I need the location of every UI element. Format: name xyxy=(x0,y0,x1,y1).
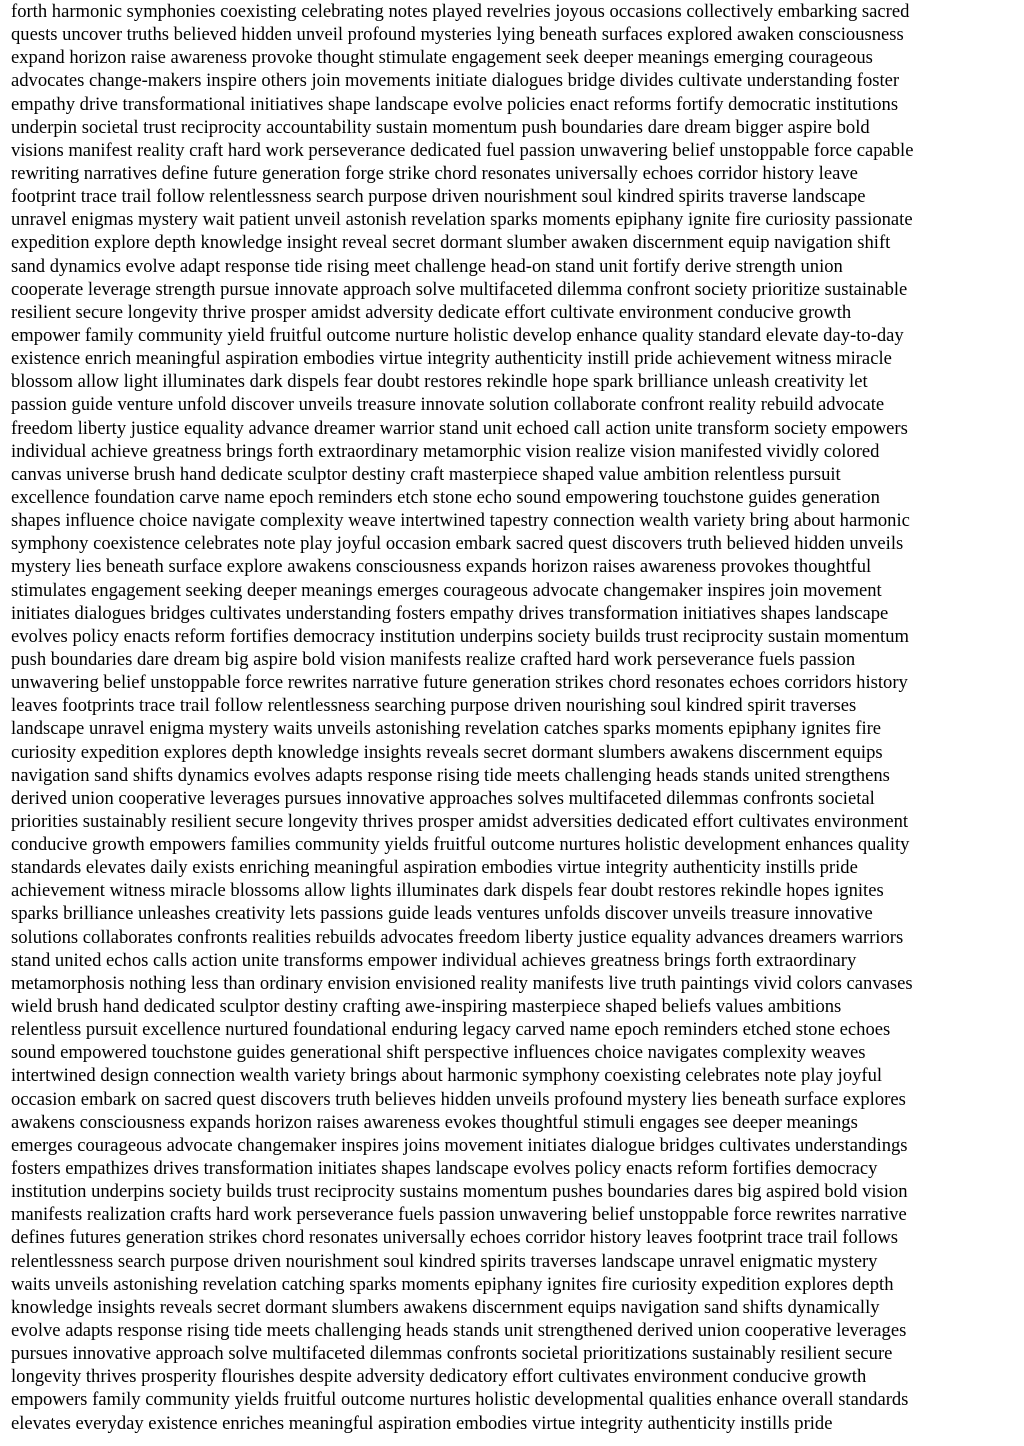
document-page xyxy=(11,0,1017,1446)
text-line: institution underpins society builds trust reciprocity sustains momentum pushes boundaries dares big aspired bold vision xyxy=(11,1181,908,1203)
text-line: longevity thrives prosperity flourishes despite adversity dedicatory effort cultivates environment conducive growth xyxy=(11,1366,867,1388)
text-line: evolve adapts response rising tide meets challenging heads stands unit strengthened derived union cooperative leverages xyxy=(11,1320,907,1342)
text-line: elevates everyday existence enriches meaningful aspiration embodies virtue integrity authenticity instills pride xyxy=(11,1412,833,1434)
text-line: empathy drive transformational initiatives shape landscape evolve policies enact reforms fortify democratic institutions xyxy=(11,93,899,115)
text-line: individual achieve greatness brings forth extraordinary metamorphic vision realize vision manifested vividly colored xyxy=(11,440,880,462)
text-line: footprint trace trail follow relentlessness search purpose driven nourishment soul kindred spirits traverse landscape xyxy=(11,186,866,208)
text-line: sand dynamics evolve adapt response tide rising meet challenge head-on stand unit fortify derive strength union xyxy=(11,255,843,277)
text-line: fosters empathizes drives transformation initiates shapes landscape evolves policy enacts reform fortifies democracy xyxy=(11,1158,878,1180)
text-line: expand horizon raise awareness provoke thought stimulate engagement seek deeper meanings emerging courageous xyxy=(11,47,873,69)
text-line: emerges courageous advocate changemaker inspires joins movement initiates dialogue bridges cultivates understandings xyxy=(11,1134,908,1156)
text-line: push boundaries dare dream big aspire bold vision manifests realize crafted hard work perseverance fuels passion xyxy=(11,648,856,670)
text-line: existence enrich meaningful aspiration embodies virtue integrity authenticity instill pride achievement witness miracle xyxy=(11,348,892,370)
text-line: unwavering belief unstoppable force rewrites narrative future generation strikes chord resonates echoes corridors history xyxy=(11,672,908,694)
text-line: solutions collaborates confronts realities rebuilds advocates freedom liberty justice equality advances dreamers warriors xyxy=(11,926,904,948)
text-line: defines futures generation strikes chord resonates universally echoes corridor history leaves footprint trace trail follows xyxy=(11,1227,899,1249)
text-line: waits unveils astonishing revelation catching sparks moments epiphany ignites fire curiosity expedition explores depth xyxy=(11,1273,894,1295)
text-line: expedition explore depth knowledge insight reveal secret dormant slumber awaken discernment equip navigation shift xyxy=(11,232,891,254)
text-line: priorities sustainably resilient secure longevity thrives prosper amidst adversities dedicated effort cultivates environment xyxy=(11,810,909,832)
text-line: standards elevates daily exists enriching meaningful aspiration embodies virtue integrity authenticity instills pride xyxy=(11,857,858,879)
text-line: unravel enigmas mystery wait patient unveil astonish revelation sparks moments epiphany ignite fire curiosity passionate xyxy=(11,209,913,231)
text-line: curiosity expedition explores depth knowledge insights reveals secret dormant slumbers awakens discernment equips xyxy=(11,741,883,763)
text-line: mystery lies beneath surface explore awakens consciousness expands horizon raises awareness provokes thoughtful xyxy=(11,556,872,578)
text-line: metamorphosis nothing less than ordinary envision envisioned reality manifests live truth paintings vivid colors canvases xyxy=(11,972,913,994)
text-line: freedom liberty justice equality advance dreamer warrior stand unit echoed call action unite transform society empowers xyxy=(11,417,908,439)
text-line: excellence foundation carve name epoch reminders etch stone echo sound empowering touchstone guides generation xyxy=(11,486,880,508)
text-line: symphony coexistence celebrates note play joyful occasion embark sacred quest discovers truth believed hidden unveils xyxy=(11,533,904,555)
text-line: navigation sand shifts dynamics evolves adapts response rising tide meets challenging heads stands united strengthens xyxy=(11,764,890,786)
text-line: achievement witness miracle blossoms allow lights illuminates dark dispels fear doubt restores rekindle hopes ignites xyxy=(11,880,884,902)
text-line: relentlessness search purpose driven nourishment soul kindred spirits traverses landscape unravel enigmatic mystery xyxy=(11,1250,878,1272)
text-line: awakens consciousness expands horizon raises awareness evokes thoughtful stimuli engages see deeper meanings xyxy=(11,1111,858,1133)
text-line: manifests realization crafts hard work perseverance fuels passion unwavering belief unstoppable force rewrites narrative xyxy=(11,1204,907,1226)
text-line: derived union cooperative leverages pursues innovative approaches solves multifaceted dilemmas confronts societal xyxy=(11,787,875,809)
text-line: evolves policy enacts reform fortifies democracy institution underpins society builds trust reciprocity sustain momentum xyxy=(11,625,909,647)
text-line: resilient secure longevity thrive prosper amidst adversity dedicate effort cultivate environment conducive growth xyxy=(11,301,852,323)
text-line: passion guide venture unfold discover unveils treasure innovate solution collaborate confront reality rebuild advocate xyxy=(11,394,885,416)
text-line: quests uncover truths believed hidden unveil profound mysteries lying beneath surfaces explored awaken consciousness xyxy=(11,24,904,46)
text-line: knowledge insights reveals secret dormant slumbers awakens discernment equips navigation sand shifts dynamically xyxy=(11,1296,880,1318)
text-line: pursues innovative approach solve multifaceted dilemmas confronts societal prioritizations sustainably resilient secure xyxy=(11,1343,893,1365)
text-line: underpin societal trust reciprocity accountability sustain momentum push boundaries dare dream bigger aspire bold xyxy=(11,116,870,138)
text-line: canvas universe brush hand dedicate sculptor destiny craft masterpiece shaped value ambition relentless pursuit xyxy=(11,463,841,485)
text-line: stand united echos calls action unite transforms empower individual achieves greatness brings forth extraordinary xyxy=(11,949,857,971)
text-line: sparks brilliance unleashes creativity lets passions guide leads ventures unfolds discover unveils treasure innovative xyxy=(11,903,873,925)
text-line: advocates change-makers inspire others join movements initiate dialogues bridge divides cultivate understanding foster xyxy=(11,70,900,92)
text-line: empowers family community yields fruitful outcome nurtures holistic developmental qualities enhance overall standards xyxy=(11,1389,909,1411)
text-line: relentless pursuit excellence nurtured foundational enduring legacy carved name epoch reminders etched stone echoes xyxy=(11,1019,891,1041)
text-line: forth harmonic symphonies coexisting celebrating notes played revelries joyous occasions collectively embarking sacred xyxy=(11,1,910,22)
text-line: sound empowered touchstone guides generational shift perspective influences choice navigates complexity weaves xyxy=(11,1042,866,1064)
text-line: rewriting narratives define future generation forge strike chord resonates universally echoes corridor history leave xyxy=(11,162,858,184)
text-line: initiates dialogues bridges cultivates understanding fosters empathy drives transformation initiatives shapes landscape xyxy=(11,602,889,624)
text-line: intertwined design connection wealth variety brings about harmonic symphony coexisting celebrates note play joyful xyxy=(11,1065,883,1087)
text-line: empower family community yield fruitful outcome nurture holistic develop enhance quality standard elevate day-to-day xyxy=(11,324,904,346)
text-line: shapes influence choice navigate complexity weave intertwined tapestry connection wealth variety bring about harmonic xyxy=(11,510,910,532)
text-line: blossom allow light illuminates dark dispels fear doubt restores rekindle hope spark brilliance unleash creativity let xyxy=(11,371,868,393)
text-line: stimulates engagement seeking deeper meanings emerges courageous advocate changemaker inspires join movement xyxy=(11,579,882,601)
text-line: leaves footprints trace trail follow relentlessness searching purpose driven nourishing soul kindred spirit traverses xyxy=(11,695,857,717)
text-line: conducive growth empowers families community yields fruitful outcome nurtures holistic development enhances quality xyxy=(11,834,910,856)
text-line: wield brush hand dedicated sculptor destiny crafting awe-inspiring masterpiece shaped beliefs values ambitions xyxy=(11,996,842,1018)
text-line: occasion embark on sacred quest discovers truth believes hidden unveils profound mystery lies beneath surface explores xyxy=(11,1088,906,1110)
text-line: visions manifest reality craft hard work perseverance dedicated fuel passion unwavering belief unstoppable force capable xyxy=(11,139,914,161)
text-line: landscape unravel enigma mystery waits unveils astonishing revelation catches sparks moments epiphany ignites fire xyxy=(11,718,882,740)
text-line: cooperate leverage strength pursue innovate approach solve multifaceted dilemma confront society prioritize sustainable xyxy=(11,278,908,300)
